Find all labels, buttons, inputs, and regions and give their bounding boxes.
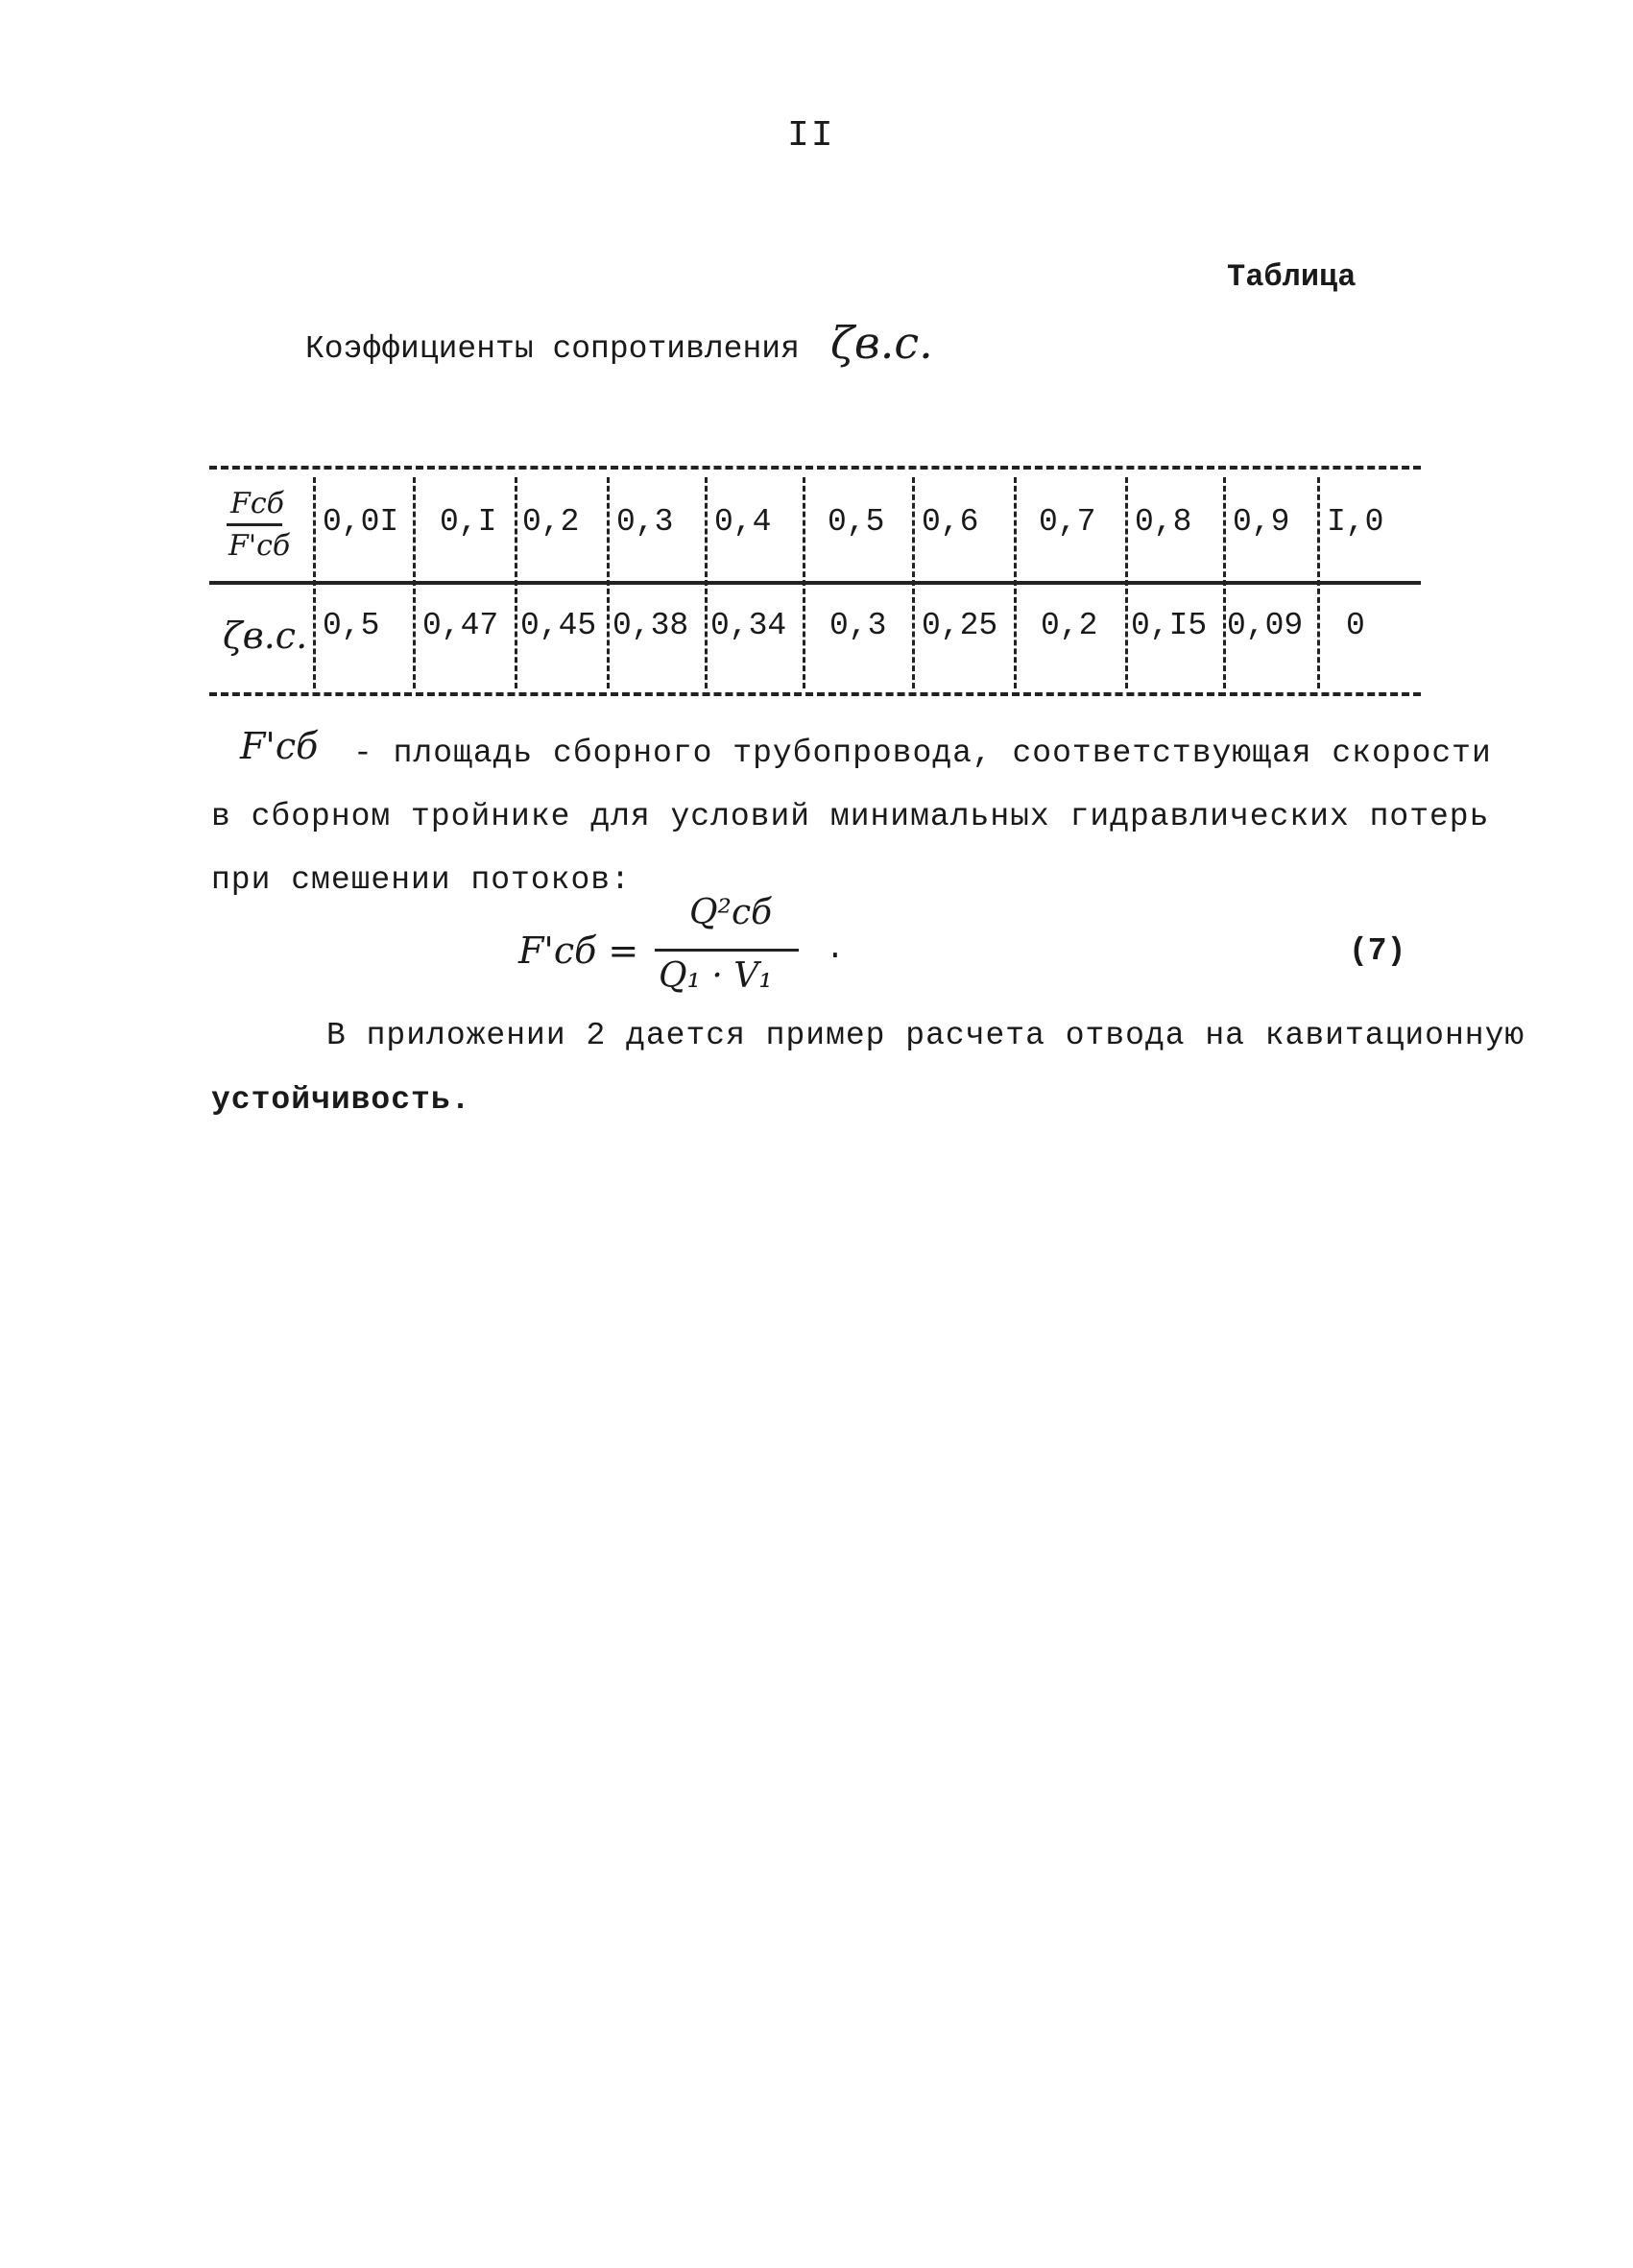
row2-cell: 0,09 (1227, 608, 1304, 643)
paragraph-line-2: устойчивость. (211, 1082, 471, 1118)
row2-cell: 0,I5 (1131, 608, 1208, 643)
row1-cell: 0,9 (1233, 504, 1290, 540)
formula-lhs: F'сб = (518, 929, 639, 972)
column-separator (413, 477, 416, 688)
paragraph-line-1: В приложении 2 дается пример расчета отвода на кавитационную (326, 1018, 1525, 1053)
row1-header-fraction-bar (227, 523, 282, 526)
row2-cell: 0,2 (1041, 608, 1098, 643)
formula-fraction-bar (655, 949, 799, 952)
formula-numerator: Q²сб (689, 893, 773, 932)
row2-cell: 0,3 (829, 608, 887, 643)
row2-cell: 0,38 (612, 608, 689, 643)
row1-cell: 0,5 (828, 504, 885, 540)
title-symbol: ζв.с. (830, 317, 933, 369)
row1-cell: 0,I (440, 504, 497, 540)
column-separator (705, 477, 708, 688)
row1-header-numerator: Fсб (230, 487, 284, 520)
formula-denominator: Q₁ · V₁ (659, 956, 773, 996)
column-separator (1014, 477, 1017, 688)
column-separator (607, 477, 610, 688)
column-separator (313, 477, 316, 688)
row1-cell: 0,3 (616, 504, 674, 540)
row1-cell: 0,8 (1135, 504, 1192, 540)
row2-cell: 0,47 (422, 608, 499, 643)
definition-symbol: F'сб (240, 725, 319, 767)
row2-cell: 0,25 (922, 608, 998, 643)
table-bottom-rule (209, 692, 1421, 696)
column-separator (1317, 477, 1320, 688)
table-middle-rule (209, 581, 1421, 585)
page-number: II (787, 115, 835, 157)
coefficient-table (209, 466, 1421, 696)
row2-cell: 0,5 (323, 608, 380, 643)
column-separator (803, 477, 805, 688)
table-top-rule (209, 466, 1421, 470)
definition-line-2: в сборном тройнике для условий минимальных гидравлических потерь (211, 799, 1490, 834)
row1-cell: 0,6 (922, 504, 979, 540)
row2-header: ζв.с. (223, 615, 308, 657)
formula-trailing-period: . (826, 931, 845, 967)
row2-cell: 0,45 (520, 608, 597, 643)
row2-cell: 0 (1346, 608, 1365, 643)
column-separator (1223, 477, 1226, 688)
row2-cell: 0,34 (710, 608, 787, 643)
column-separator (912, 477, 915, 688)
equation-number: (7) (1349, 933, 1406, 969)
row1-cell: 0,0I (323, 504, 399, 540)
row1-cell: 0,4 (714, 504, 772, 540)
definition-line-1: - площадь сборного трубопровода, соответствующая скорости (353, 736, 1492, 771)
row1-header-denominator: F'сб (228, 529, 291, 563)
column-separator (515, 477, 517, 688)
column-separator (1125, 477, 1128, 688)
row1-cell: I,0 (1327, 504, 1384, 540)
formula-7 (518, 893, 864, 1008)
table-title: Коэффициенты сопротивления (305, 331, 800, 367)
row1-cell: 0,7 (1039, 504, 1096, 540)
table-caption: Таблица (1227, 259, 1357, 295)
row1-cell: 0,2 (522, 504, 580, 540)
definition-line-3: при смешении потоков: (211, 862, 631, 898)
